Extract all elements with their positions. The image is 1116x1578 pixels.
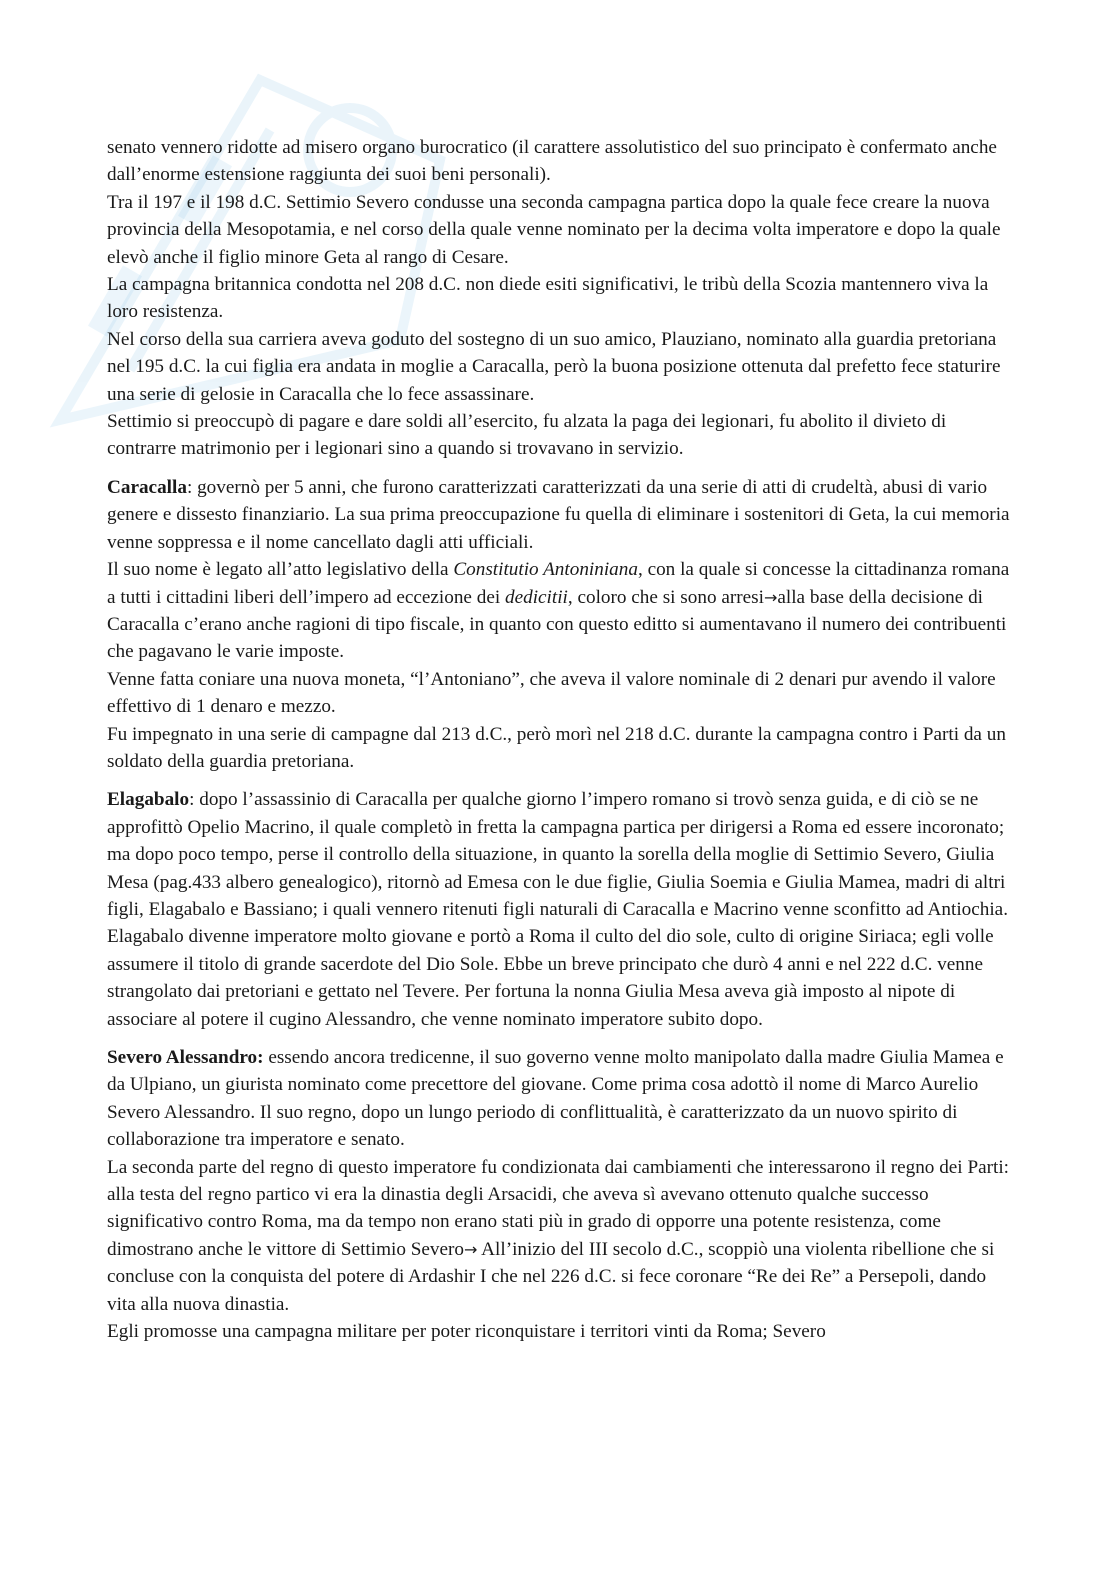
emphasis-text: Constitutio Antoniniana xyxy=(453,559,638,581)
section-caracalla xyxy=(107,474,1012,775)
paragraph-text: Il suo nome è legato all’atto legislativo della xyxy=(107,559,454,581)
arrow-right-icon: → xyxy=(464,1239,478,1259)
paragraph: Fu impegnato in una serie di campagne dal 213 d.C., però morì nel 218 d.C. durante la campagna contro i Parti da un soldato della guardia pretoriana. xyxy=(107,723,1006,772)
section-settimio-severo xyxy=(107,134,1012,463)
paragraph-text: , coloro che si sono arresi xyxy=(567,586,764,608)
paragraph-text: essendo ancora tredicenne, il suo governo venne molto manipolato dalla madre Giulia Mamea e da Ulpiano, un giurista nominato come precettore del giovane. Come prima cosa adottò il nome di Marco Aurelio Severo Alessandro. Il suo regno, dopo un lungo periodo di conflittualità, è caratterizzato da un nuovo spirito di collaborazione tra imperatore e senato. xyxy=(107,1047,1004,1151)
section-heading: Elagabalo xyxy=(107,789,190,811)
paragraph: Settimio si preoccupò di pagare e dare soldi all’esercito, fu alzata la paga dei legionari, fu abolito il divieto di contrarre matrimonio per i legionari sino a quando si trovavano in servizio. xyxy=(107,411,947,460)
section-elagabalo xyxy=(107,786,1012,1033)
section-severo-alessandro xyxy=(107,1044,1012,1345)
section-heading: Caracalla xyxy=(107,476,187,498)
paragraph: Egli promosse una campagna militare per poter riconquistare i territori vinti da Roma; Severo xyxy=(107,1321,826,1343)
paragraph: senato vennero ridotte ad misero organo burocratico (il carattere assolutistico del suo principato è confermato anche dall’enorme estensione raggiunta dei suoi beni personali). xyxy=(107,137,997,186)
paragraph xyxy=(107,786,1012,923)
paragraph: Nel corso della sua carriera aveva goduto del sostegno di un suo amico, Plauziano, nominato alla guardia pretoriana nel 195 d.C. la cui figlia era andata in moglie a Caracalla, però la buona posizione ottenuta dal prefetto fece staturire una serie di gelosie in Caracalla che lo fece assassinare. xyxy=(107,328,1001,405)
paragraph: Tra il 197 e il 198 d.C. Settimio Severo condusse una seconda campagna partica dopo la quale fece creare la nuova provincia della Mesopotamia, e nel corso della quale venne nominato per la decima volta imperatore e dopo la quale elevò anche il figlio minore Geta al rango di Cesare. xyxy=(107,191,1001,268)
paragraph-text: : governò per 5 anni, che furono caratterizzati caratterizzati da una serie di atti di crudeltà, abusi di vario genere e dissesto finanziario. La sua prima preoccupazione fu quella di eliminare i sostenitori di Geta, la cui memoria venne soppressa e il nome cancellato dagli atti ufficiali. xyxy=(107,476,1010,553)
paragraph xyxy=(107,1154,1012,1318)
paragraph-text: La seconda parte del regno di questo imperatore fu condizionata dai cambiamenti che interessarono il regno dei Parti: alla testa del regno partico vi era la dinastia degli Arsacidi, che aveva sì avevano ottenuto qualche successo significativo contro Roma, ma da tempo non erano stati più in grado di opporre una potente resistenza, come dimostrano anche le vittore di Settimio Severo xyxy=(107,1156,1010,1260)
paragraph-text: alla base della decisione di Caracalla c’erano anche ragioni di tipo fiscale, in quanto con questo editto si aumentavano il numero dei contribuenti che pagavano le varie imposte. xyxy=(107,586,1007,663)
paragraph-text: : dopo l’assassinio di Caracalla per qualche giorno l’impero romano si trovò senza guida, e di ciò se ne approfittò Opelio Macrino, il quale completò in fretta la campagna partica per dirigersi a Roma ed essere incoronato; ma dopo poco tempo, perse il controllo della situazione, in quanto la sorella della moglie di Settimio Severo, Giulia Mesa (pag.433 albero genealogico), ritornò ad Emesa con le due figlie, Giulia Soemia e Giulia Mamea, madri di altri figli, Elagabalo e Bassiano; i quali vennero ritenuti figli naturali di Caracalla e Macrino venne sconfitto ad Antiochia. xyxy=(107,789,1008,920)
document-page xyxy=(107,134,1012,1345)
paragraph-text: All’inizio del III secolo d.C., scoppiò una violenta ribellione che si concluse con la conquista del potere di Ardashir I che nel 226 d.C. si fece coronare “Re dei Re” a Persepoli, dando vita alla nuova dinastia. xyxy=(107,1238,995,1315)
emphasis-text: dedicitii xyxy=(504,586,568,608)
paragraph-text: , con la quale si concesse la cittadinanza romana a tutti i cittadini liberi dell’impero ad eccezione dei xyxy=(107,559,1010,608)
paragraph: Venne fatta coniare una nuova moneta, “l’Antoniano”, che aveva il valore nominale di 2 denari pur avendo il valore effettivo di 1 denaro e mezzo. xyxy=(107,668,996,718)
arrow-right-icon: → xyxy=(763,587,778,607)
paragraph xyxy=(107,474,1012,556)
paragraph: Elagabalo divenne imperatore molto giovane e portò a Roma il culto del dio sole, culto di origine Siriaca; egli volle assumere il titolo di grande sacerdote del Dio Sole. Ebbe un breve principato che durò 4 anni e nel 222 d.C. venne strangolato dai pretoriani e gettato nel Tevere. Per fortuna la nonna Giulia Mesa aveva già imposto al nipote di associare al potere il cugino Alessandro, che venne nominato imperatore subito dopo. xyxy=(107,926,994,1030)
paragraph: La campagna britannica condotta nel 208 d.C. non diede esiti significativi, le tribù della Scozia mantennero viva la loro resistenza. xyxy=(107,274,989,323)
paragraph xyxy=(107,556,1012,666)
paragraph xyxy=(107,1044,1012,1154)
section-heading: Severo Alessandro: xyxy=(107,1047,264,1068)
